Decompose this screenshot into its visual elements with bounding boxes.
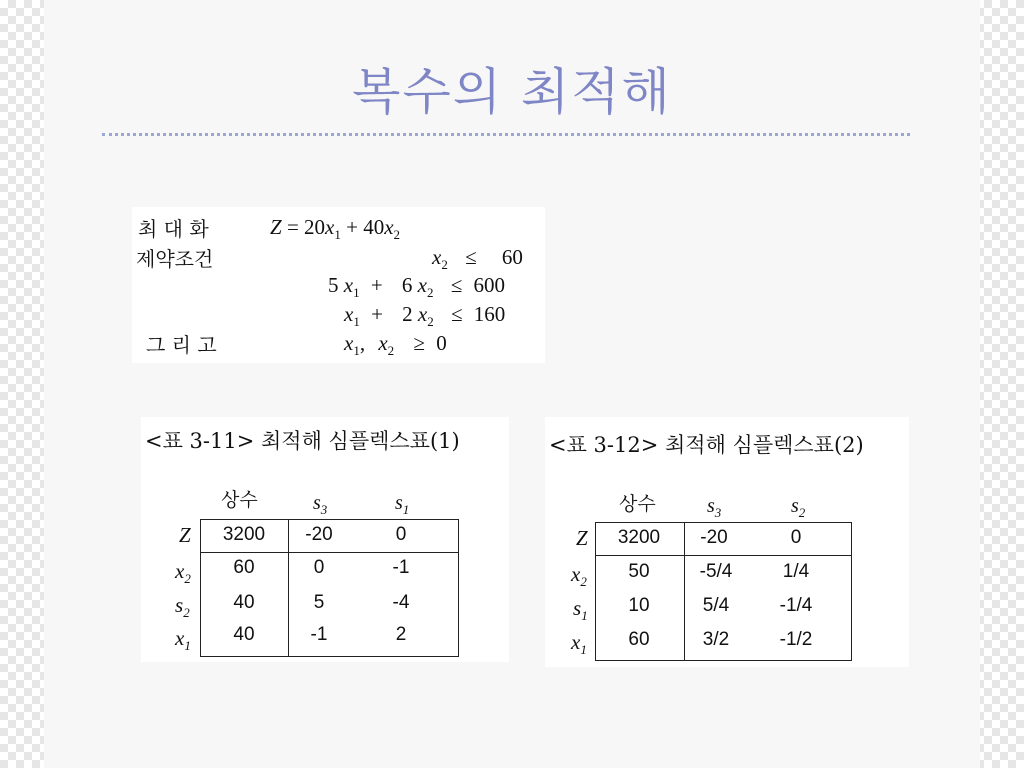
- objective-c1: 20: [304, 215, 326, 239]
- c3-s1: 1: [353, 314, 360, 330]
- table-2-cell: 3200: [617, 527, 661, 548]
- table-1-cell: 60: [233, 557, 255, 578]
- c1-op: ≤: [465, 245, 477, 269]
- table-1-col-s1: $s_1$: [395, 492, 410, 517]
- nn-v2: x: [378, 331, 388, 355]
- simplex-table-2: [545, 417, 909, 667]
- table-2-col-s3: $s_3$: [707, 495, 722, 520]
- table-2-cell: -5/4: [699, 561, 733, 582]
- c2-s1: 1: [353, 285, 360, 301]
- table-2-cell: 60: [628, 629, 650, 650]
- table-2-cell: 10: [628, 595, 650, 616]
- table-1-row-label-x2: $x_2$: [175, 559, 191, 587]
- c1-v: x: [432, 245, 442, 269]
- c2-v2: x: [417, 273, 427, 297]
- c2-b: 6: [401, 273, 413, 297]
- objective-c2: 40: [363, 215, 385, 239]
- table-1-cell: -4: [392, 592, 410, 613]
- c1-rhs: 60: [501, 245, 523, 269]
- slide-title: 복수의 최적해: [352, 63, 672, 121]
- nn-s2: 2: [387, 343, 395, 359]
- table-1-column-rule: [288, 519, 289, 657]
- lp-formulation-panel: [132, 207, 545, 363]
- table-2-cell: -1/4: [779, 595, 813, 616]
- c3-rhs: 160: [473, 302, 506, 326]
- constraint-1: [432, 245, 523, 273]
- objective-s1: 1: [334, 227, 341, 243]
- maximize-label: 최 대 화: [138, 217, 209, 241]
- table-2-cell: -20: [700, 527, 728, 548]
- table-1-cell: 40: [233, 624, 255, 645]
- table-1-cell: -20: [305, 524, 333, 545]
- c2-rhs: 600: [473, 273, 506, 297]
- table-2-header-rule: [595, 555, 852, 556]
- c2-op: ≤: [450, 273, 463, 297]
- table-1-cell: -1: [392, 557, 410, 578]
- nonnegativity: [344, 331, 447, 359]
- table-2-row-label-x2: $x_2$: [571, 562, 587, 590]
- c2-plus: +: [370, 273, 383, 297]
- table-1-cell: 5: [313, 592, 325, 613]
- c3-s2: 2: [427, 314, 434, 330]
- objective-function: [270, 215, 400, 243]
- nn-s1: 1: [353, 343, 360, 359]
- c3-b: 2: [402, 302, 413, 326]
- table-1-col-constant: 상수: [221, 489, 258, 511]
- table-1-cell: 2: [395, 624, 407, 645]
- constraints-label: 제약조건: [136, 247, 214, 271]
- table-2-col-s2: $s_2$: [791, 495, 806, 520]
- table-1-header-rule: [200, 552, 459, 553]
- objective-v1: x: [325, 215, 335, 239]
- table-2-row-label-z: Z: [576, 526, 588, 550]
- table-1-row-label-z: Z: [179, 523, 191, 547]
- table-2-cell: 5/4: [702, 595, 730, 616]
- table-1-caption: <표 3-11> 최적해 심플렉스표(1): [145, 429, 460, 453]
- table-2-row-label-x1: $x_1$: [571, 630, 587, 658]
- objective-s2: 2: [393, 227, 401, 243]
- table-2-cell: 0: [790, 527, 802, 548]
- table-2-cell: 50: [628, 561, 650, 582]
- constraint-3: [344, 302, 505, 330]
- nn-op: ≥: [413, 331, 425, 355]
- title-divider: [102, 133, 910, 136]
- table-1-cell: -1: [310, 624, 328, 645]
- objective-plus: +: [346, 215, 358, 239]
- and-label: 그 리 고: [146, 333, 217, 357]
- table-2-cell: 1/4: [782, 561, 810, 582]
- table-2-row-label-s1: $s_1$: [573, 596, 588, 624]
- table-2-cell: -1/2: [779, 629, 813, 650]
- nn-rhs: 0: [436, 331, 447, 355]
- table-1-cell: 0: [313, 557, 325, 578]
- table-1-col-s3: $s_3$: [313, 492, 328, 517]
- c3-v1: x: [344, 302, 354, 326]
- nn-v1: x: [344, 331, 354, 355]
- c2-v1: x: [343, 273, 354, 297]
- table-1-cell: 3200: [222, 524, 266, 545]
- table-1-cell: 40: [233, 592, 255, 613]
- objective-v2: x: [384, 215, 394, 239]
- simplex-table-1: [141, 417, 509, 662]
- objective-eq: =: [286, 215, 299, 239]
- table-1-cell: 0: [395, 524, 407, 545]
- c2-s2: 2: [427, 285, 434, 301]
- c3-op: ≤: [451, 302, 463, 326]
- nn-comma: ,: [359, 331, 366, 355]
- table-2-caption: <표 3-12> 최적해 심플렉스표(2): [549, 433, 864, 457]
- c3-plus: +: [371, 302, 383, 326]
- c2-a: 5: [328, 273, 339, 297]
- c3-v2: x: [417, 302, 428, 326]
- table-1-row-label-x1: $x_1$: [175, 626, 191, 654]
- c1-s: 2: [441, 257, 448, 273]
- table-2-cell: 3/2: [702, 629, 730, 650]
- objective-z: Z: [270, 215, 282, 239]
- table-1-row-label-s2: $s_2$: [175, 593, 190, 621]
- constraint-2: [328, 273, 505, 301]
- table-2-col-constant: 상수: [619, 493, 656, 515]
